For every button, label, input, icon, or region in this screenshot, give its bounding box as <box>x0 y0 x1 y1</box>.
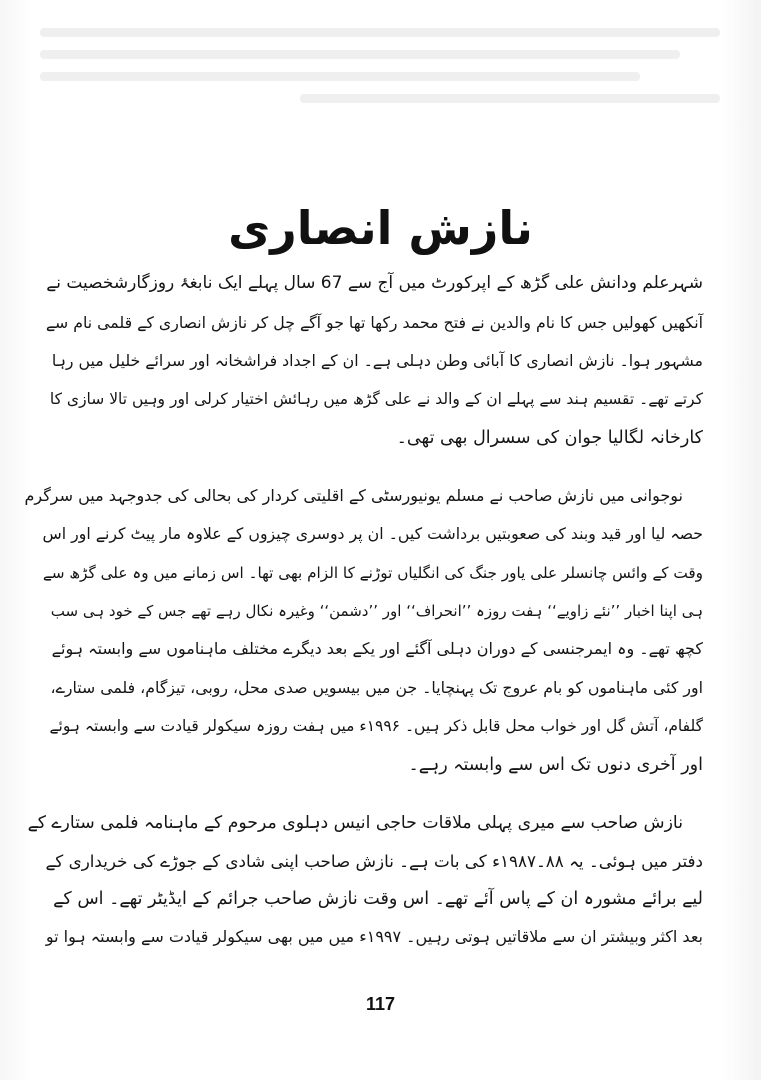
text-line: کارخانہ لگالیا جوان کی سسرال بھی تھی۔ <box>396 428 703 448</box>
text-line: گلفام، آتش گل اور خواب محل قابل ذکر ہیں۔ ۱۹۹۶ء میں ہفت روزہ سیکولر قیادت سے وابستہ ہوئے <box>49 717 703 735</box>
text-line: مشہور ہوا۔ نازش انصاری کا آبائی وطن دہلی ہے۔ ان کے اجداد فراشخانہ اور سرائے خلیل میں رہا <box>51 351 703 370</box>
text-line: کچھ تھے۔ وہ ایمرجنسی کے دوران دہلی آگئے اور یکے بعد دیگرے مختلف ماہناموں سے وابستہ ہوئے <box>51 639 703 658</box>
text-line: کرتے تھے۔ تقسیم ہند سے پہلے ان کے والد نے علی گڑھ میں رہائش اختیار کرلی اور وہیں تالا سازی کا <box>49 390 703 408</box>
text-line: حصہ لیا اور قید وبند کی صعوبتیں برداشت کیں۔ ان پر دوسری چیزوں کے علاوہ مار پیٹ کرنے اور اس <box>42 524 703 543</box>
bleed-through-line <box>300 94 720 103</box>
bleed-through-line <box>40 50 680 59</box>
page-number: 117 <box>365 994 396 1014</box>
text-line: وقت کے وائس چانسلر علی یاور جنگ کی انگلیاں توڑنے کا الزام بھی تھا۔ اس زمانے میں وہ علی گڑھ سے <box>42 564 703 582</box>
text-line: بعد اکثر وبیشتر ان سے ملاقاتیں ہوتی رہیں۔ ۱۹۹۷ء میں میں بھی سیکولر قیادت سے وابستہ ہوا تو <box>45 927 703 946</box>
text-line: اور آخری دنوں تک اس سے وابستہ رہے۔ <box>408 755 703 775</box>
article-title: نازش انصاری <box>228 201 533 255</box>
bleed-through-line <box>40 28 720 37</box>
text-line: نوجوانی میں نازش صاحب نے مسلم یونیورسٹی کے اقلیتی کردار کی بحالی کی جدوجہد میں سرگرم <box>24 486 683 505</box>
text-line: آنکھیں کھولیں جس کا نام والدین نے فتح محمد رکھا تھا جو آگے چل کر نازش انصاری کے قلمی نام سے <box>45 313 703 332</box>
text-line: اور کئی ماہناموں کو بام عروج تک پہنچایا۔ جن میں بیسویں صدی محل، روبی، تیزگام، فلمی ستارے، <box>50 678 703 697</box>
text-line: ہی اپنا اخبار ’’نئے زاویے‘‘ ہفت روزہ ’’انحراف‘‘ اور ’’دشمن‘‘ وغیرہ نکال رہے تھے جس کے خود ہی سب <box>50 602 703 620</box>
bleed-through-line <box>40 72 640 81</box>
text-line: نازش صاحب سے میری پہلی ملاقات حاجی انیس دہلوی مرحوم کے ماہنامہ فلمی ستارے کے <box>27 813 683 833</box>
text-line: شہرعلم ودانش علی گڑھ کے اپرکورٹ میں آج سے 67 سال پہلے ایک نابغۂ روزگارشخصیت نے <box>46 273 703 293</box>
text-line: لیے برائے مشورہ ان کے پاس آئے تھے۔ اس وقت نازش صاحب جرائم کے ایڈیٹر تھے۔ اس کے <box>53 889 703 909</box>
text-line: دفتر میں ہوئی۔ یہ ۸۸۔۱۹۸۷ء کی بات ہے۔ نازش صاحب اپنی شادی کے جوڑے کی خریداری کے <box>45 851 703 871</box>
